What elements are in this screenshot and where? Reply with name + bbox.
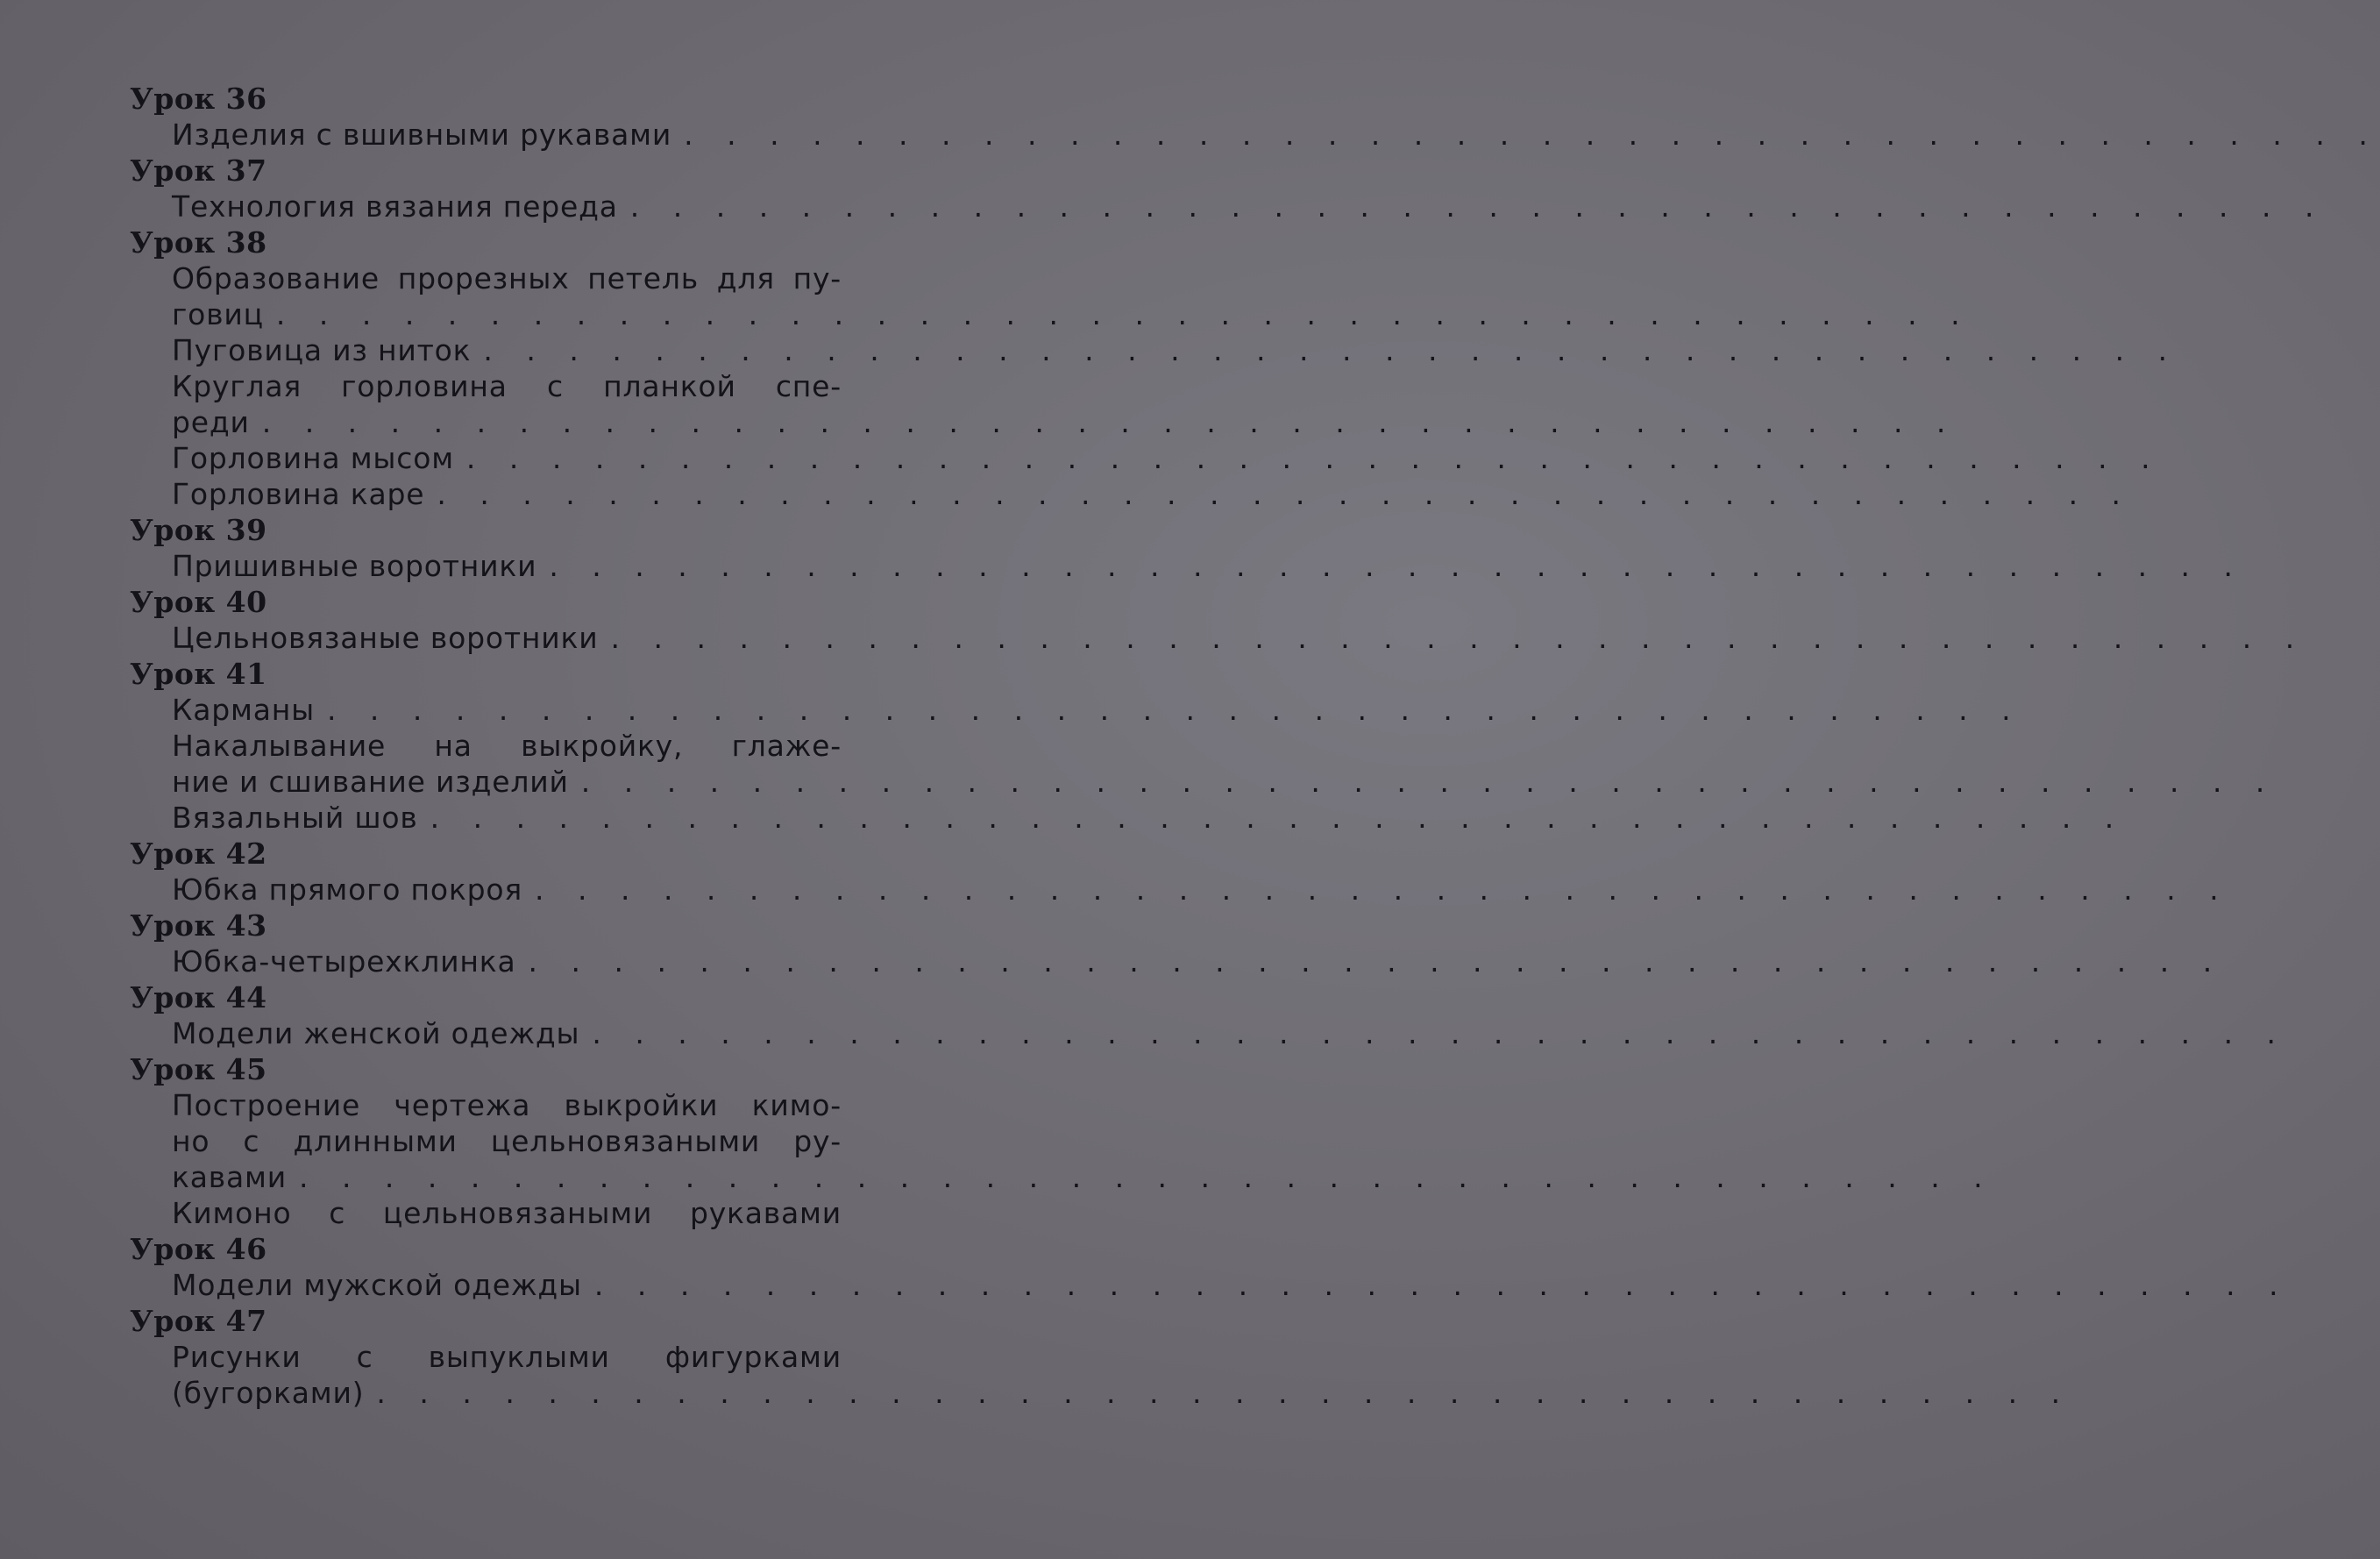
entry-text: говиц [172, 297, 264, 331]
lesson-heading: Урок 46 [130, 1232, 267, 1266]
dot-leader: . . . . . . . . . . . . . . . . . . . . . . . . . . . . . . . . . . . . . . . . [535, 872, 2231, 907]
entry-text: Кимоно с цельновязаными рукавами [172, 1196, 842, 1230]
toc-entry [172, 368, 1958, 440]
toc-entry [172, 117, 2380, 153]
toc-entry [172, 692, 2023, 728]
entry-text: Пришивные воротники [172, 549, 537, 583]
toc-entry [172, 800, 2127, 836]
toc-entry [172, 189, 2327, 224]
entry-text: Образование прорезных петель для пу- [172, 261, 842, 295]
dot-leader: . . . . . . . . . . . . . . . . . . . . . . . . . . . . . . . . . . . . . . . . [528, 944, 2225, 979]
lesson-heading: Урок 36 [130, 82, 267, 116]
dot-leader: . . . . . . . . . . . . . . . . . . . . . . . . . . . . . . . . . . . . . . . . [684, 117, 2380, 152]
dot-leader: . . . . . . . . . . . . . . . . . . . . . . . . . . . . . . . . . . . . . . . . [376, 1376, 2073, 1410]
entry-text: Юбка прямого покроя [172, 872, 522, 907]
entry-text: Построение чертежа выкройки кимо- [172, 1088, 842, 1122]
entry-text: но с длинными цельновязаными ру- [172, 1124, 842, 1158]
toc-entry [172, 728, 2277, 800]
entry-text: Накалывание на выкройку, глаже- [172, 729, 842, 763]
dot-leader: . . . . . . . . . . . . . . . . . . . . . . . . . . . . . . . . . . . . . . . . [465, 441, 2163, 475]
entry-text: Горловина каре [172, 477, 425, 511]
entry-text: Цельновязаные воротники [172, 621, 599, 655]
dot-leader: . . . . . . . . . . . . . . . . . . . . . . . . . . . . . . . . . . . . . . . . [326, 693, 2023, 727]
dot-leader: . . . . . . . . . . . . . . . . . . . . . . . . . . . . . . . . . . . . . . . . [592, 1016, 2289, 1050]
entry-text: Круглая горловина с планкой спе- [172, 369, 842, 403]
dot-leader: . . . . . . . . . . . . . . . . . . . . . . . . . . . . . . . . . . . . . . . . [437, 477, 2134, 511]
dot-leader: . . . . . . . . . . . . . . . . . . . . . . . . . . . . . . . . . . . . . . . . [610, 621, 2307, 655]
dot-leader: . . . . . . . . . . . . . . . . . . . . . . . . . . . . . . . . . . . . . . . . [580, 765, 2277, 799]
toc-entry [172, 332, 2180, 368]
lesson-heading: Урок 39 [130, 513, 267, 547]
lesson-heading: Урок 44 [130, 980, 267, 1014]
entry-text: Технология вязания переда [172, 189, 618, 224]
entry-text: (бугорками) [172, 1376, 365, 1410]
toc-entry [172, 476, 2134, 512]
lesson-heading: Урок 45 [130, 1052, 267, 1086]
entry-text: кавами [172, 1160, 287, 1194]
lesson-heading: Урок 42 [130, 836, 267, 871]
dot-leader: . . . . . . . . . . . . . . . . . . . . . . . . . . . . . . . . . . . . . . . . [629, 189, 2327, 224]
entry-text: Рисунки с выпуклыми фигурками [172, 1340, 842, 1374]
entry-text: Вязальный шов [172, 801, 418, 835]
toc-entry [172, 1195, 842, 1231]
toc-entry [172, 548, 2246, 584]
entry-text: Изделия с вшивными рукавами [172, 117, 672, 152]
entry-text: реди [172, 405, 250, 439]
lesson-heading: Урок 43 [130, 908, 267, 943]
dot-leader: . . . . . . . . . . . . . . . . . . . . . . . . . . . . . . . . . . . . . . . . [275, 297, 1972, 331]
lesson-heading: Урок 37 [130, 153, 267, 188]
lesson-heading: Урок 41 [130, 657, 267, 691]
toc-entry [172, 620, 2307, 656]
lesson-heading: Урок 38 [130, 225, 267, 260]
entry-text: Пуговица из ниток [172, 333, 472, 367]
lesson-heading: Урок 40 [130, 585, 267, 619]
dot-leader: . . . . . . . . . . . . . . . . . . . . . . . . . . . . . . . . . . . . . . . . [298, 1160, 1995, 1194]
table-of-contents [130, 81, 2380, 1411]
toc-entry [172, 440, 2163, 476]
dot-leader: . . . . . . . . . . . . . . . . . . . . . . . . . . . . . . . . . . . . . . . . [261, 405, 1958, 439]
dot-leader: . . . . . . . . . . . . . . . . . . . . . . . . . . . . . . . . . . . . . . . . [549, 549, 2246, 583]
toc-entry [172, 1015, 2289, 1051]
toc-entry [172, 872, 2231, 908]
toc-entry [172, 1339, 2073, 1411]
entry-text: Горловина мысом [172, 441, 454, 475]
entry-text: Модели мужской одежды [172, 1268, 582, 1302]
entry-text: Карманы [172, 693, 315, 727]
entry-text: Юбка-четырехклинка [172, 944, 516, 979]
dot-leader: . . . . . . . . . . . . . . . . . . . . . . . . . . . . . . . . . . . . . . . . [593, 1268, 2291, 1302]
entry-text: Модели женской одежды [172, 1016, 580, 1050]
toc-entry [172, 943, 2225, 979]
lesson-heading: Урок 47 [130, 1304, 267, 1338]
toc-entry [172, 260, 1972, 332]
toc-entry [172, 1087, 1995, 1195]
toc-entry [172, 1267, 2291, 1303]
dot-leader: . . . . . . . . . . . . . . . . . . . . . . . . . . . . . . . . . . . . . . . . [483, 333, 2180, 367]
dot-leader: . . . . . . . . . . . . . . . . . . . . . . . . . . . . . . . . . . . . . . . . [430, 801, 2127, 835]
entry-text: ние и сшивание изделий [172, 765, 569, 799]
